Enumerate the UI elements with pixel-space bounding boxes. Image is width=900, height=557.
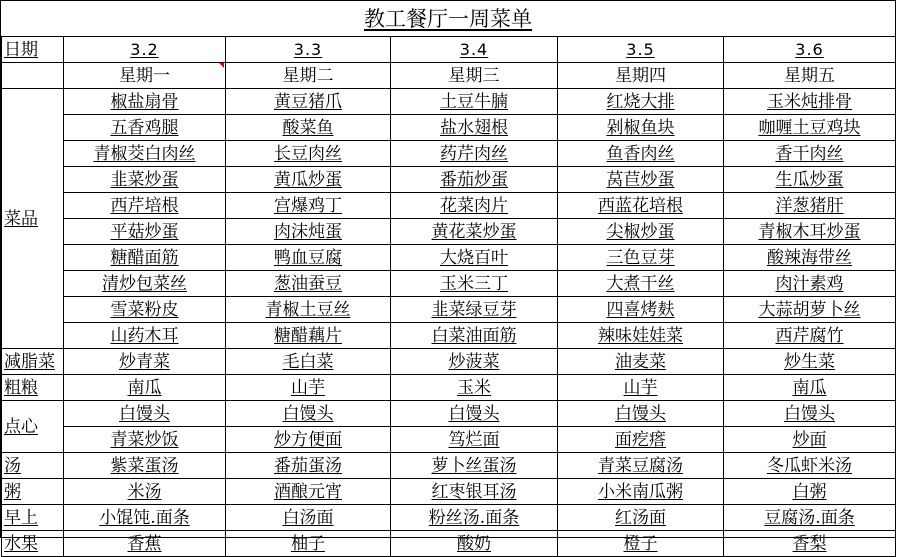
dish-cell: 白馒头 bbox=[64, 401, 226, 427]
dish-cell: 长豆肉丝 bbox=[226, 141, 391, 167]
dish-cell: 西蓝花培根 bbox=[558, 193, 724, 219]
dish-cell: 三色豆芽 bbox=[558, 245, 724, 271]
dish-cell: 香干肉丝 bbox=[724, 141, 896, 167]
table-row bbox=[2, 271, 896, 297]
dish-cell: 辣味娃娃菜 bbox=[558, 323, 724, 349]
dish-cell: 萝卜丝蛋汤 bbox=[391, 453, 558, 479]
dish-cell: 酸菜鱼 bbox=[226, 115, 391, 141]
dish-cell: 红汤面 bbox=[558, 505, 724, 531]
dish-cell: 橙子 bbox=[558, 531, 724, 557]
comment-marker bbox=[219, 63, 224, 68]
dish-cell: 韭菜绿豆芽 bbox=[391, 297, 558, 323]
dish-cell: 番茄炒蛋 bbox=[391, 167, 558, 193]
page-title: 教工餐厅一周菜单 bbox=[364, 7, 532, 31]
dish-cell: 毛白菜 bbox=[226, 349, 391, 375]
dish-cell: 剁椒鱼块 bbox=[558, 115, 724, 141]
section-label: 点心 bbox=[2, 401, 64, 453]
dish-cell: 米汤 bbox=[64, 479, 226, 505]
blank-cell bbox=[2, 63, 64, 89]
table-row bbox=[2, 141, 896, 167]
dish-cell: 黄花菜炒蛋 bbox=[391, 219, 558, 245]
table-row bbox=[2, 349, 896, 375]
dish-cell: 山芋 bbox=[558, 375, 724, 401]
dish-cell: 炒生菜 bbox=[724, 349, 896, 375]
dish-cell: 大烧百叶 bbox=[391, 245, 558, 271]
date-cell: 3.6 bbox=[724, 37, 896, 63]
table-row bbox=[2, 427, 896, 453]
dish-cell: 四喜烤麸 bbox=[558, 297, 724, 323]
dish-cell: 酸辣海带丝 bbox=[724, 245, 896, 271]
dish-cell: 尖椒炒蛋 bbox=[558, 219, 724, 245]
dish-cell: 肉沫炖蛋 bbox=[226, 219, 391, 245]
dish-cell: 青菜豆腐汤 bbox=[558, 453, 724, 479]
dish-cell: 鱼香肉丝 bbox=[558, 141, 724, 167]
menu-table bbox=[1, 36, 896, 557]
dish-cell: 西芹培根 bbox=[64, 193, 226, 219]
section-label: 水果 bbox=[2, 531, 64, 557]
table-row bbox=[2, 453, 896, 479]
dish-cell: 香蕉 bbox=[64, 531, 226, 557]
dish-cell: 糖醋藕片 bbox=[226, 323, 391, 349]
date-cell: 3.5 bbox=[558, 37, 724, 63]
dish-cell: 柚子 bbox=[226, 531, 391, 557]
table-row bbox=[2, 219, 896, 245]
dish-cell: 白菜油面筋 bbox=[391, 323, 558, 349]
weekday-cell: 星期一 bbox=[64, 63, 226, 89]
table-row bbox=[2, 115, 896, 141]
table-row bbox=[2, 505, 896, 531]
dish-cell: 油麦菜 bbox=[558, 349, 724, 375]
dish-cell: 花菜肉片 bbox=[391, 193, 558, 219]
dish-cell: 莴苣炒蛋 bbox=[558, 167, 724, 193]
dish-cell: 黄瓜炒蛋 bbox=[226, 167, 391, 193]
table-row bbox=[2, 167, 896, 193]
dish-cell: 平菇炒蛋 bbox=[64, 219, 226, 245]
table-row bbox=[2, 323, 896, 349]
dish-cell: 南瓜 bbox=[64, 375, 226, 401]
dish-cell: 糖醋面筋 bbox=[64, 245, 226, 271]
dish-cell: 笃烂面 bbox=[391, 427, 558, 453]
date-row bbox=[2, 37, 896, 63]
dish-cell: 红枣银耳汤 bbox=[391, 479, 558, 505]
dish-cell: 炒方便面 bbox=[226, 427, 391, 453]
dish-cell: 冬瓜虾米汤 bbox=[724, 453, 896, 479]
dish-cell: 雪菜粉皮 bbox=[64, 297, 226, 323]
dish-cell: 青椒木耳炒蛋 bbox=[724, 219, 896, 245]
table-row bbox=[2, 375, 896, 401]
dish-cell: 白馒头 bbox=[391, 401, 558, 427]
table-row bbox=[2, 479, 896, 505]
dish-cell: 山芋 bbox=[226, 375, 391, 401]
section-label: 粥 bbox=[2, 479, 64, 505]
dish-cell: 药芹肉丝 bbox=[391, 141, 558, 167]
table-row bbox=[2, 401, 896, 427]
dish-cell: 紫菜蛋汤 bbox=[64, 453, 226, 479]
dish-cell: 西芹腐竹 bbox=[724, 323, 896, 349]
dish-cell: 面疙瘩 bbox=[558, 427, 724, 453]
table-row bbox=[2, 297, 896, 323]
menu-table-body bbox=[2, 37, 896, 557]
section-label: 早上 bbox=[2, 505, 64, 531]
dish-cell: 葱油蚕豆 bbox=[226, 271, 391, 297]
section-label: 减脂菜 bbox=[2, 349, 64, 375]
dish-cell: 炒菠菜 bbox=[391, 349, 558, 375]
dish-cell: 酸奶 bbox=[391, 531, 558, 557]
dish-cell: 南瓜 bbox=[724, 375, 896, 401]
dish-cell: 酒酿元宵 bbox=[226, 479, 391, 505]
dish-cell: 玉米炖排骨 bbox=[724, 89, 896, 115]
dish-cell: 生瓜炒蛋 bbox=[724, 167, 896, 193]
dish-cell: 洋葱猪肝 bbox=[724, 193, 896, 219]
dish-cell: 韭菜炒蛋 bbox=[64, 167, 226, 193]
dish-cell: 盐水翅根 bbox=[391, 115, 558, 141]
section-label: 菜品 bbox=[2, 89, 64, 349]
dish-cell: 粉丝汤.面条 bbox=[391, 505, 558, 531]
weekday-cell: 星期三 bbox=[391, 63, 558, 89]
dish-cell: 白馒头 bbox=[724, 401, 896, 427]
dish-cell: 咖喱土豆鸡块 bbox=[724, 115, 896, 141]
dish-cell: 小馄饨.面条 bbox=[64, 505, 226, 531]
dish-cell: 白粥 bbox=[724, 479, 896, 505]
dish-cell: 鸭血豆腐 bbox=[226, 245, 391, 271]
dish-cell: 玉米三丁 bbox=[391, 271, 558, 297]
dish-cell: 玉米 bbox=[391, 375, 558, 401]
section-label: 粗粮 bbox=[2, 375, 64, 401]
table-row bbox=[2, 193, 896, 219]
dish-cell: 山药木耳 bbox=[64, 323, 226, 349]
table-row bbox=[2, 531, 896, 557]
dish-cell: 大煮干丝 bbox=[558, 271, 724, 297]
table-row bbox=[2, 89, 896, 115]
weekday-cell: 星期四 bbox=[558, 63, 724, 89]
dish-cell: 青椒茭白肉丝 bbox=[64, 141, 226, 167]
dish-cell: 青菜炒饭 bbox=[64, 427, 226, 453]
dish-cell: 清炒包菜丝 bbox=[64, 271, 226, 297]
weekday-row bbox=[2, 63, 896, 89]
dish-cell: 黄豆猪爪 bbox=[226, 89, 391, 115]
dish-cell: 青椒土豆丝 bbox=[226, 297, 391, 323]
dish-cell: 白馒头 bbox=[226, 401, 391, 427]
weekday-cell: 星期二 bbox=[226, 63, 391, 89]
dish-cell: 白馒头 bbox=[558, 401, 724, 427]
table-row bbox=[2, 245, 896, 271]
dish-cell: 白汤面 bbox=[226, 505, 391, 531]
date-cell: 3.4 bbox=[391, 37, 558, 63]
dish-cell: 炒青菜 bbox=[64, 349, 226, 375]
dish-cell: 肉汁素鸡 bbox=[724, 271, 896, 297]
dish-cell: 土豆牛腩 bbox=[391, 89, 558, 115]
dish-cell: 香梨 bbox=[724, 531, 896, 557]
dish-cell: 番茄蛋汤 bbox=[226, 453, 391, 479]
dish-cell: 豆腐汤.面条 bbox=[724, 505, 896, 531]
dish-cell: 宫爆鸡丁 bbox=[226, 193, 391, 219]
dish-cell: 大蒜胡萝卜丝 bbox=[724, 297, 896, 323]
weekday-cell: 星期五 bbox=[724, 63, 896, 89]
date-cell: 3.2 bbox=[64, 37, 226, 63]
dish-cell: 红烧大排 bbox=[558, 89, 724, 115]
section-label: 汤 bbox=[2, 453, 64, 479]
dish-cell: 小米南瓜粥 bbox=[558, 479, 724, 505]
dish-cell: 椒盐扇骨 bbox=[64, 89, 226, 115]
dish-cell: 炒面 bbox=[724, 427, 896, 453]
date-label: 日期 bbox=[2, 37, 64, 63]
date-cell: 3.3 bbox=[226, 37, 391, 63]
dish-cell: 五香鸡腿 bbox=[64, 115, 226, 141]
